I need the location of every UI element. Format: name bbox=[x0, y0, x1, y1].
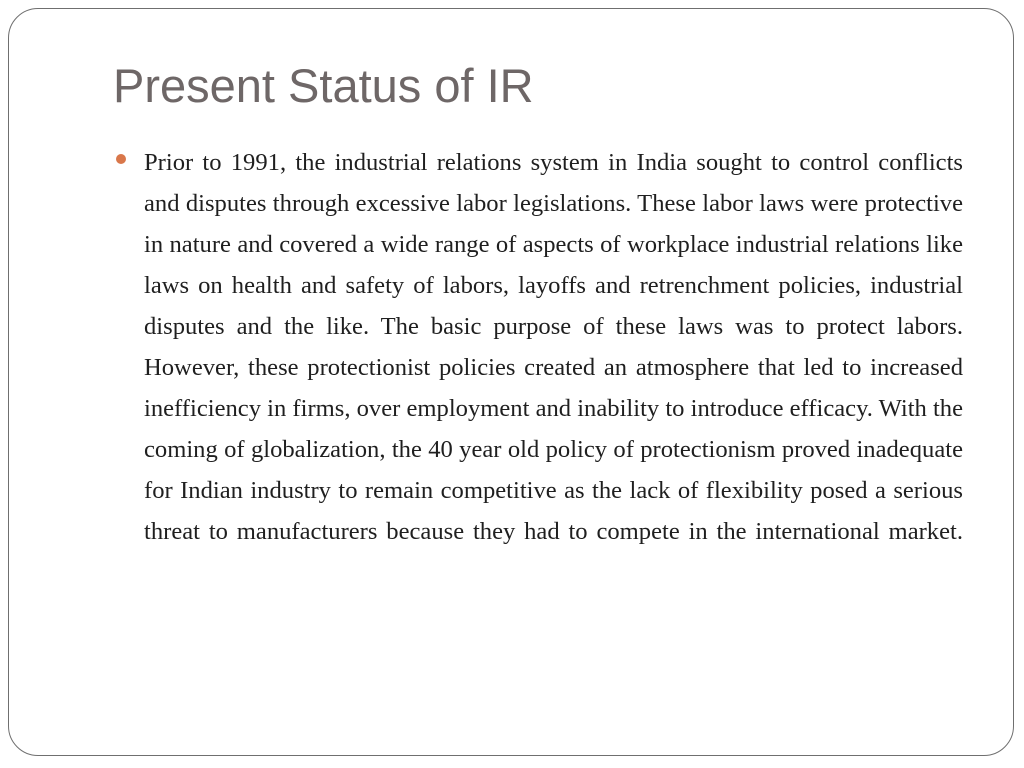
bullet-dot-icon bbox=[116, 154, 126, 164]
bullet-text: Prior to 1991, the industrial relations system in India sought to control conflicts and disputes through excessive labor legislations. These labor laws were protective in nature and covered a wide range of aspects of workplace industrial relations like laws on health and safety of labors, layoffs and retrenchment policies, industrial disputes and the like. The basic purpose of these laws was to protect labors. However, these protectionist policies created an atmosphere that led to increased inefficiency in firms, over employment and inability to introduce efficacy. With the coming of globalization, the 40 year old policy of protectionism proved inadequate for Indian industry to remain competitive as the lack of flexibility posed a serious threat to manufacturers because they had to compete in the international market. bbox=[144, 149, 964, 545]
bullet-item bbox=[113, 142, 963, 552]
slide-title: Present Status of IR bbox=[113, 59, 534, 112]
bullet-list bbox=[113, 142, 963, 552]
